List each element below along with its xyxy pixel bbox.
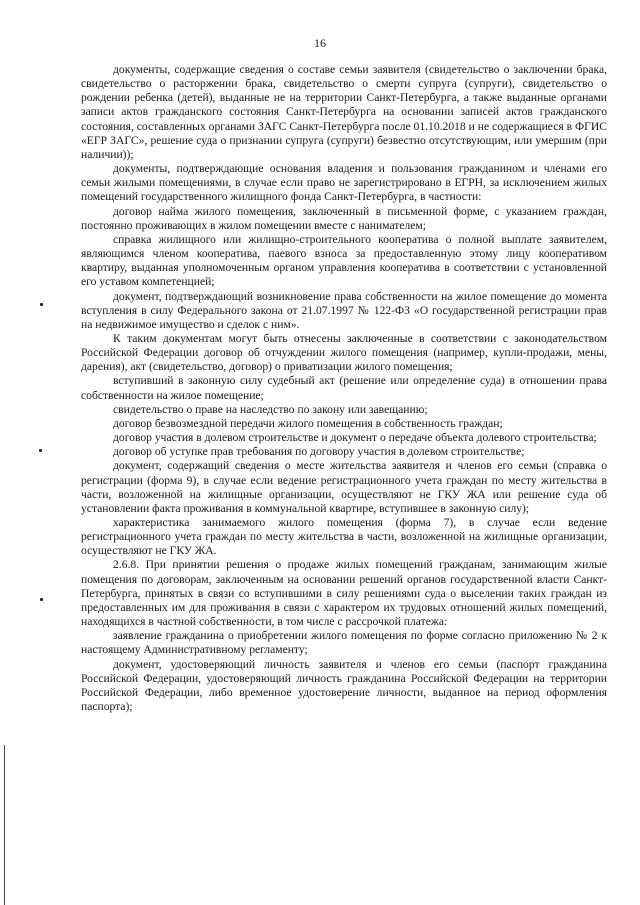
paragraph-alienation-contracts: К таким документам могут быть отнесены заключенные в соответствии с законодательством Российской Федерации договор об отчуждении жилого помещения (например, купли-продажи, мены, дарения), акт (свидетельство, договор) о приватизации жилого помещения;	[81, 331, 607, 374]
document-body	[81, 63, 607, 714]
paragraph-residence-document: документ, содержащий сведения о месте жительства заявителя и членов его семьи (справка о регистрации (форма 9), в случае если ведение регистрационного учета граждан по месту жительства в части, возложенной на жилищные организации, осуществляют не ГКУ ЖА или решение суда об установлении факта проживания в коммунальной квартире, вступившее в законную силу);	[81, 459, 607, 515]
paragraph-housing-rights-documents: документы, подтверждающие основания владения и пользования гражданином и членами его семьи жилыми помещениями, в случае если право не зарегистрировано в ЕГРН, за исключением жилых помещений государственного жилищного фонда Санкт-Петербурга, в частности:	[81, 162, 607, 204]
paragraph-free-transfer-agreement: договор безвозмездной передачи жилого помещения в собственность граждан;	[113, 416, 503, 430]
paragraph-ownership-document: документ, подтверждающий возникновение права собственности на жилое помещение до момента вступления в силу Федерального закона от 21.07.1997 № 122-ФЗ «О государственной регистрации прав на недвижимое имущество и сделок с ним».	[81, 289, 607, 331]
paragraph-premises-characteristics: характеристика занимаемого жилого помещения (форма 7), в случае если ведение регистрационного учета граждан по месту жительства в части, возложенной на жилищные организации, осуществляют не ГКУ ЖА.	[81, 516, 607, 558]
scan-mark	[40, 303, 43, 306]
scan-mark	[39, 449, 42, 452]
paragraph-cooperative-certificate: справка жилищного или жилищно-строительного кооператива о полной выплате заявителем, являющимся членом кооператива, паевого взноса за предоставленную этому лицу кооперативом квартиру, выданная уполномоченным органом управления кооператива в соответствии с установленной его уставом компетенцией;	[81, 232, 607, 289]
paragraph-identity-document: документ, удостоверяющий личность заявителя и членов его семьи (паспорт гражданина Российской Федерации, удостоверяющий личность гражданина Российской Федерации на территории Российской Федерации, либо временное удостоверение личности, выданное на период оформления паспорта);	[81, 657, 607, 714]
scan-mark	[40, 598, 43, 601]
scan-margin-line	[4, 745, 5, 905]
paragraph-lease-agreement: договор найма жилого помещения, заключенный в письменной форме, с указанием граждан, постоянно проживающих в жилом помещении вместе с нанимателем;	[81, 204, 607, 232]
paragraph-shared-construction: договор участия в долевом строительстве и документ о передаче объекта долевого строительства;	[113, 431, 597, 445]
paragraph-assignment-of-rights: договор об уступке прав требования по договору участия в долевом строительстве;	[113, 445, 525, 459]
page-number: 16	[314, 36, 326, 50]
paragraph-inheritance-certificate: свидетельство о праве на наследство по закону или завещанию;	[113, 402, 428, 416]
paragraph-application: заявление гражданина о приобретении жилого помещения по форме согласно приложению № 2 к настоящему Административному регламенту;	[81, 629, 607, 657]
paragraph-family-documents: документы, содержащие сведения о составе семьи заявителя (свидетельство о заключении брака, свидетельство о расторжении брака, свидетельство о смерти супруга (супруги), свидетельство о рождении ребенка (детей), выданные не на территории Санкт-Петербурга, а также выданные органами записи актов гражданского состояния Санкт-Петербурга на основании записей актов гражданского состояния, составленных органами ЗАГС Санкт-Петербурга после 01.10.2018 и не содержащиеся в ФГИС «ЕГР ЗАГС», решение суда о признании супруга (супруги) безвестно отсутствующим, или умершим (при наличии));	[81, 63, 607, 161]
paragraph-section-2-6-8: 2.6.8. При принятии решения о продаже жилых помещений гражданам, занимающим жилые помещения по договорам, заключенным на основании решений органов государственной власти Санкт-Петербурга, принятых в связи со вступившими в силу решениями суда о выселении таких граждан из предоставленных им для проживания в связи с характером их трудовых отношений жилых помещений, находящихся в частной собственности, в том числе с рассрочкой платежа:	[81, 558, 607, 629]
paragraph-court-act: вступивший в законную силу судебный акт (решение или определение суда) в отношении права собственности на жилое помещение;	[81, 374, 607, 402]
